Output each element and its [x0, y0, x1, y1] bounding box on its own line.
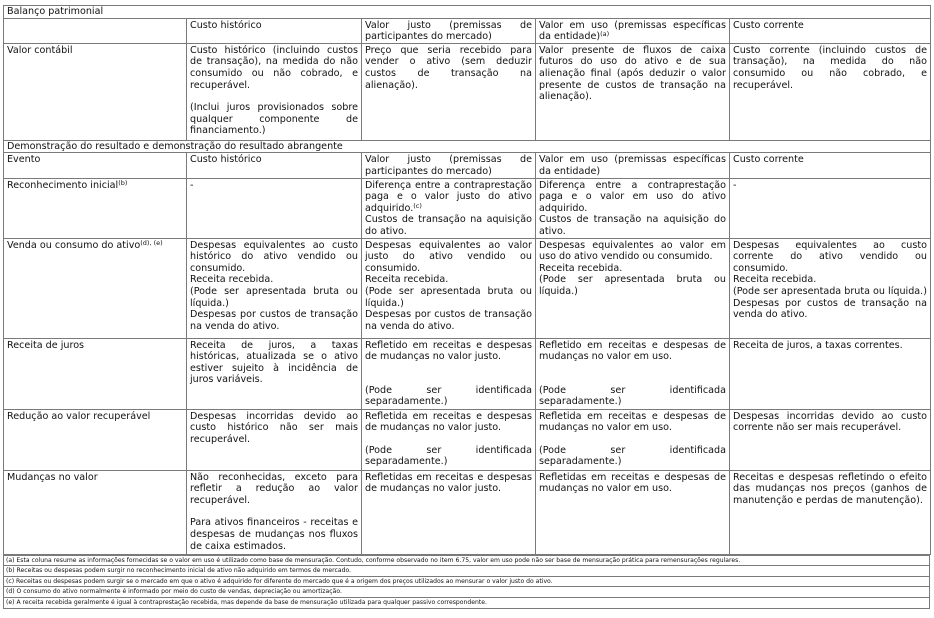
footnotes-table: [3, 555, 930, 609]
row-label: Receita de juros: [4, 338, 187, 409]
cell-valor-em-uso: Refletida em receitas e despesas de mudanças no valor em uso. (Pode ser identificada separadamente.): [536, 409, 730, 470]
footnote-ref-d-e: (d), (e): [140, 238, 163, 247]
cell-custo-historico: Custo histórico (incluindo custos de transação), na medida do não consumido ou não cobrado, e recuperável. (Inclui juros provisionados sobre qualquer componente de financiamento.): [187, 43, 362, 140]
measurement-bases-document: [3, 5, 930, 609]
footnote-ref-b: (b): [118, 178, 128, 187]
header-evento: Evento: [4, 153, 187, 178]
cell-custo-historico: Despesas incorridas devido ao custo histórico não ser mais recuperável.: [187, 409, 362, 470]
row-mudancas-no-valor: [4, 470, 931, 554]
section-title-balanco: Balanço patrimonial: [4, 6, 931, 19]
row-label: Mudanças no valor: [4, 470, 187, 554]
measurement-bases-table: [3, 5, 931, 555]
row-reducao-valor-recuperavel: [4, 409, 931, 470]
cell-valor-justo: Preço que seria recebido para vender o ativo (sem deduzir custos de transação na alienação).: [362, 43, 536, 140]
row-valor-contabil: [4, 43, 931, 140]
header-valor-justo: Valor justo (premissas de participantes do mercado): [362, 18, 536, 43]
footnote-ref-c: (c): [413, 201, 422, 210]
cell-custo-historico: Não reconhecidas, exceto para refletir a redução ao valor recuperável. Para ativos financeiros - receitas e despesas de mudanças nos fluxos de caixa estimados.: [187, 470, 362, 554]
cell-custo-corrente: Custo corrente (incluindo custos de transação), na medida do não consumido ou não cobrado, e recuperável.: [730, 43, 931, 140]
row-venda-ou-consumo: [4, 238, 931, 338]
header-custo-historico: Custo histórico: [187, 18, 362, 43]
cell-valor-justo: Refletida em receitas e despesas de mudanças no valor justo. (Pode ser identificada separadamente.): [362, 409, 536, 470]
row-label: Venda ou consumo do ativo$^{(d), (e)}$: [4, 238, 187, 338]
cell-valor-em-uso: Despesas equivalentes ao valor em uso do ativo vendido ou consumido. Receita recebida. (Pode ser apresentada bruta ou líquida.): [536, 238, 730, 338]
footnote-ref-a: (a): [600, 30, 610, 39]
cell-valor-justo: Refletidas em receitas e despesas de mudanças no valor justo.: [362, 470, 536, 554]
cell-valor-justo: Refletido em receitas e despesas de mudanças no valor justo. (Pode ser identificada separadamente.): [362, 338, 536, 409]
cell-custo-corrente: Despesas equivalentes ao custo corrente do ativo vendido ou consumido. Receita recebida. (Pode ser apresentada bruta ou líquida.) Despesas por custos de transação na venda do ativo.: [730, 238, 931, 338]
header-blank-cell: [4, 18, 187, 43]
row-reconhecimento-inicial: [4, 178, 931, 238]
cell-custo-corrente: Despesas incorridas devido ao custo corrente não ser mais recuperável.: [730, 409, 931, 470]
header-row-demonstracao: [4, 153, 931, 178]
row-label: Redução ao valor recuperável: [4, 409, 187, 470]
footnote-e: (e) A receita recebida geralmente é igual à contraprestação recebida, mas depende da base de mensuração utilizada para qualquer passivo correspondente.: [4, 597, 930, 608]
header-custo-corrente: Custo corrente: [730, 153, 931, 178]
cell-custo-corrente: Receita de juros, a taxas correntes.: [730, 338, 931, 409]
cell-valor-em-uso: Diferença entre a contraprestação paga e o valor em uso do ativo adquirido. Custos de transação na aquisição do ativo.: [536, 178, 730, 238]
section-row-demonstracao: [4, 140, 931, 153]
cell-valor-justo: Diferença entre a contraprestação paga e o valor justo do ativo adquirido.$^{(c)}$ Custos de transação na aquisição do ativo.: [362, 178, 536, 238]
row-label: Reconhecimento inicial$^{(b)}$: [4, 178, 187, 238]
cell-custo-corrente: Receitas e despesas refletindo o efeito das mudanças nos preços (ganhos de manutenção e perdas de manutenção).: [730, 470, 931, 554]
cell-valor-justo: Despesas equivalentes ao valor justo do ativo vendido ou consumido. Receita recebida. (Pode ser apresentada bruta ou líquida.) Despesas por custos de transação na venda do ativo.: [362, 238, 536, 338]
cell-valor-em-uso: Refletido em receitas e despesas de mudanças no valor em uso. (Pode ser identificada separadamente.): [536, 338, 730, 409]
footnote-c: (c) Receitas ou despesas podem surgir se o mercado em que o ativo é adquirido for diferente do mercado que é a origem dos preços utilizados ao mensurar o valor justo do ativo.: [4, 576, 930, 587]
cell-custo-corrente: -: [730, 178, 931, 238]
row-label: Valor contábil: [4, 43, 187, 140]
header-custo-historico: Custo histórico: [187, 153, 362, 178]
footnote-b: (b) Receitas ou despesas podem surgir no reconhecimento inicial de ativo não adquirido em termos de mercado.: [4, 566, 930, 577]
section-title-demonstracao: Demonstração do resultado e demonstração do resultado abrangente: [4, 140, 931, 153]
cell-custo-historico: -: [187, 178, 362, 238]
section-row-balanco: [4, 6, 931, 19]
header-valor-em-uso: Valor em uso (premissas específicas da entidade)$^{(a)}$: [536, 18, 730, 43]
cell-custo-historico: Receita de juros, a taxas históricas, atualizada se o ativo estiver sujeito à incidência de juros variáveis.: [187, 338, 362, 409]
cell-custo-historico: Despesas equivalentes ao custo histórico do ativo vendido ou consumido. Receita recebida. (Pode ser apresentada bruta ou líquida.) Despesas por custos de transação na venda do ativo.: [187, 238, 362, 338]
row-receita-de-juros: [4, 338, 931, 409]
header-row-balanco: [4, 18, 931, 43]
header-custo-corrente: Custo corrente: [730, 18, 931, 43]
header-valor-em-uso: Valor em uso (premissas específicas da entidade): [536, 153, 730, 178]
header-valor-justo: Valor justo (premissas de participantes do mercado): [362, 153, 536, 178]
footnote-a: (a) Esta coluna resume as informações fornecidas se o valor em uso é utilizado como base de mensuração. Contudo, conforme observado no item 6.75, valor em uso pode não ser base de mensuração prática para remensurações regulares.: [4, 555, 930, 566]
cell-valor-em-uso: Valor presente de fluxos de caixa futuros do uso do ativo e de sua alienação final (após deduzir o valor presente de custos de transação na alienação).: [536, 43, 730, 140]
cell-valor-em-uso: Refletidas em receitas e despesas de mudanças no valor em uso.: [536, 470, 730, 554]
footnote-d: (d) O consumo do ativo normalmente é informado por meio do custo de vendas, depreciação ou amortização.: [4, 587, 930, 598]
